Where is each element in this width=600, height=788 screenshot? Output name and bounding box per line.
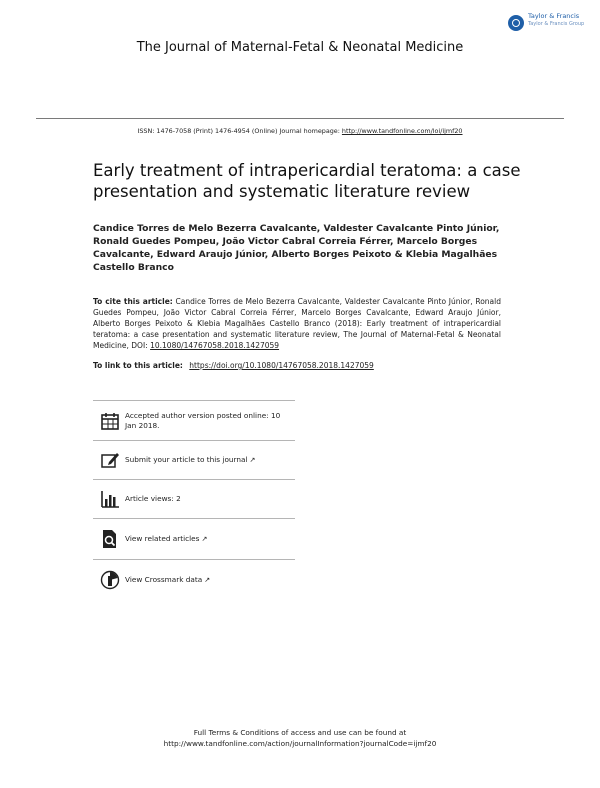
crossmark-link[interactable]: View Crossmark data [125, 574, 203, 584]
issn-line [0, 127, 600, 135]
submit-article-row[interactable] [93, 441, 295, 480]
article-views-text: Article views: 2 [125, 494, 181, 503]
calendar-icon [100, 411, 120, 431]
footer [0, 727, 600, 749]
article-title: Early treatment of intrapericardial teratoma: a case presentation and systematic literature review [93, 161, 521, 201]
citation [93, 296, 501, 351]
accepted-date-text: Accepted author version posted online: 10 Jan 2018. [125, 410, 281, 430]
external-link-icon: ↗ [204, 575, 211, 584]
crossmark-row[interactable] [93, 560, 295, 599]
crossmark-icon [100, 570, 120, 590]
related-articles-link[interactable]: View related articles [125, 534, 200, 543]
article-links-box [93, 400, 295, 599]
issn-text: ISSN: 1476-7058 (Print) 1476-4954 (Online) Journal homepage: [137, 127, 340, 135]
article-link-line [93, 361, 374, 370]
external-link-icon: ↗ [249, 456, 256, 464]
article-authors: Candice Torres de Melo Bezerra Cavalcante, Valdester Cavalcante Pinto Júnior, Ronald Guedes Pompeu, João Victor Cabral Correia Férrer, Marcelo Borges Cavalcante, Edward Araujo Júnior, Alberto Borges Peixoto & Klebia Magalhães Castello Branco [93, 223, 500, 273]
accepted-date-row [93, 400, 295, 441]
header-divider [36, 118, 564, 119]
article-link-label: To link to this article: [93, 361, 183, 370]
publisher-logo-name: Taylor & Francis [528, 12, 580, 20]
citation-text: Candice Torres de Melo Bezerra Cavalcante, Valdester Cavalcante Pinto Júnior, Ronald Guedes Pompeu, João Victor Cabral Correia Férrer, Marcelo Borges Cavalcante, Edward Araujo Júnior, Alberto Borges Peixoto & Klebia Magalhães Castello Branco (2018): Early treatment of intrapericardial teratoma: a case presentation and systematic literature review, The Journal of Maternal-Fetal & Neonatal Medicine, DOI: [93, 297, 502, 350]
article-doi-link[interactable]: https://doi.org/10.1080/14767058.2018.1427059 [189, 361, 374, 370]
journal-title: The Journal of Maternal-Fetal & Neonatal Medicine [136, 40, 464, 55]
citation-label: To cite this article: [93, 297, 173, 306]
edit-icon [100, 450, 120, 470]
related-articles-row[interactable] [93, 519, 295, 560]
bar-chart-icon [100, 489, 120, 509]
footer-terms-link[interactable]: http://www.tandfonline.com/action/journalInformation?journalCode=ijmf20 [163, 739, 437, 748]
article-views-row [93, 480, 295, 519]
submit-article-link[interactable]: Submit your article to this journal [125, 455, 248, 464]
footer-terms-text: Full Terms & Conditions of access and use can be found at [193, 728, 407, 737]
external-link-icon: ↗ [201, 535, 208, 543]
publisher-logo-group: Taylor & Francis Group [528, 21, 585, 27]
journal-homepage-link[interactable]: http://www.tandfonline.com/loi/ijmf20 [341, 127, 463, 135]
citation-doi-link[interactable]: 10.1080/14767058.2018.1427059 [150, 341, 280, 350]
publisher-logo-icon [508, 15, 524, 31]
related-articles-icon [100, 529, 120, 549]
